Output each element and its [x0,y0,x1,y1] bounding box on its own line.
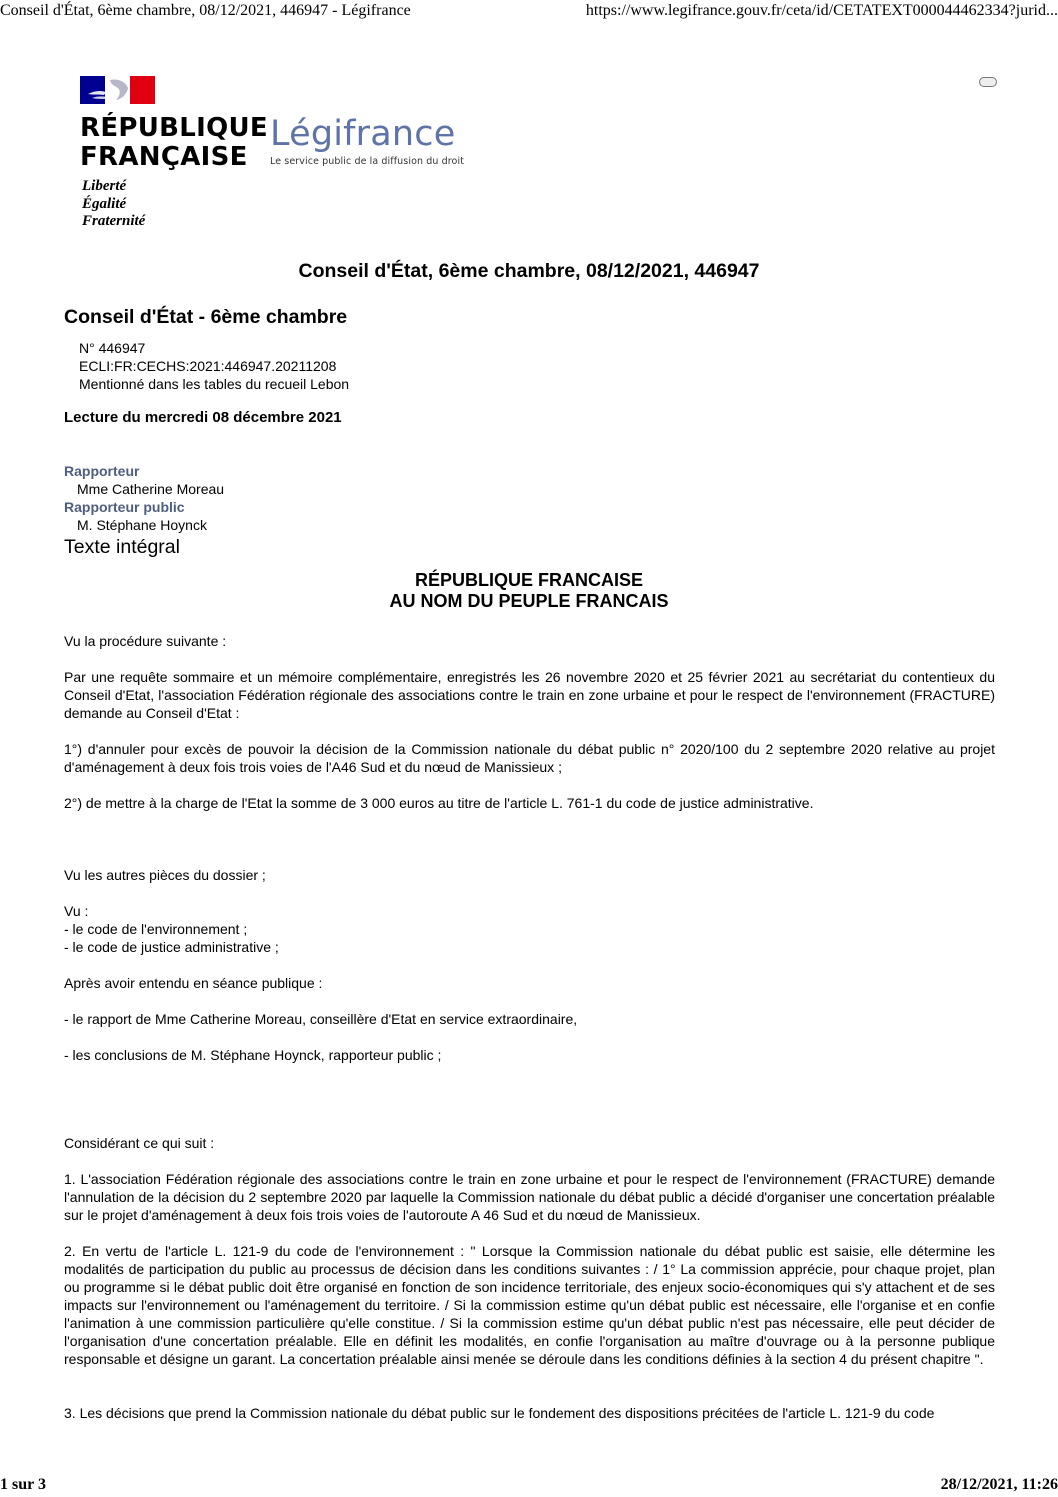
legifrance-wordmark: Légifrance [270,114,456,154]
lecture-date: Lecture du mercredi 08 décembre 2021 [64,409,342,426]
marianne-flag-icon [80,76,155,104]
paragraph: 2. En vertu de l'article L. 121-9 du code de l'environnement : " Lorsque la Commission nationale du débat public est saisie, elle détermine les modalités de participation du public au processus de décision dans les conditions suivantes : / 1° La commission apprécie, pour chaque projet, plan ou programme si le débat public doit être organisé en fonction de son incidence territoriale, des enjeux socio-économiques qui s'y attachent et de ses impacts sur l'environnement ou l'aménagement du territoire. / Si la commission estime qu'un débat public est nécessaire, elle l'organise et en confie l'animation à une commission particulière qu'elle constitue. / Si la commission estime qu'un débat public n'est pas nécessaire, elle peut décider de l'organisation d'une concertation préalable. Elle en définit les modalités, en confie l'organisation au maître d'ouvrage ou à la personne publique responsable et désigne un garant. La concertation préalable ainsi menée se déroule dans les conditions définies à la section 4 du présent chapitre ". [64,1243,995,1367]
print-footer-timestamp: 28/12/2021, 11:26 [940,1476,1058,1493]
paragraph: 3. Les décisions que prend la Commission nationale du débat public sur le fondement des dispositions précitées de l'article L. 121-9 du code [64,1405,935,1421]
paragraph: - le rapport de Mme Catherine Moreau, conseillère d'Etat en service extraordinaire, [64,1011,578,1027]
toggle-control[interactable] [979,77,997,87]
motto: Liberté Égalité Fraternité [82,178,146,229]
rapporteur-name: Mme Catherine Moreau [77,481,225,497]
decision-number: N° 446947 [79,340,146,356]
paragraph: Vu les autres pièces du dossier ; [64,867,266,883]
rapporteur-label: Rapporteur [64,463,140,479]
texte-integral-heading: Texte intégral [64,536,180,558]
paragraph: Par une requête sommaire et un mémoire complémentaire, enregistrés les 26 novembre 2020 et 25 février 2021 au secrétariat du contentieux du Conseil d'Etat, l'association Fédération régionale des associations contre le train en zone urbaine et pour le respect de l'environnement (FRACTURE) demande au Conseil d'Etat : [64,669,995,721]
jurisdiction-heading: Conseil d'État - 6ème chambre [64,306,348,328]
paragraph: - les conclusions de M. Stéphane Hoynck, rapporteur public ; [64,1047,442,1063]
rapporteurs [64,462,224,534]
legifrance-brand [270,114,464,167]
paragraph: 1°) d'annuler pour excès de pouvoir la décision de la Commission nationale du débat public n° 2020/100 du 2 septembre 2020 relative au projet d'aménagement à deux fois trois voies de l'A46 Sud et du nœud de Manissieux ; [64,741,995,775]
republique-heading: RÉPUBLIQUE FRANCAISE AU NOM DU PEUPLE FRANCAIS [389,570,669,611]
decision-references [79,339,349,393]
paragraph: Considérant ce qui suit : [64,1135,215,1151]
paragraph: Après avoir entendu en séance publique : [64,975,323,991]
rapporteur-public-label: Rapporteur public [64,499,185,515]
lebon-mention: Mentionné dans les tables du recueil Lebon [79,376,350,392]
paragraph: Vu : - le code de l'environnement ; - le code de justice administrative ; [64,903,279,955]
ecli-identifier: ECLI:FR:CECHS:2021:446947.20211208 [79,358,337,374]
page-title: Conseil d'État, 6ème chambre, 08/12/2021, 446947 [298,260,760,282]
rapporteur-public-name: M. Stéphane Hoynck [77,517,207,533]
paragraph: 1. L'association Fédération régionale des associations contre le train en zone urbaine et pour le respect de l'environnement (FRACTURE) demande l'annulation de la décision du 2 septembre 2020 par laquelle la Commission nationale du débat public a décidé d'organiser une concertation préalable sur le projet d'aménagement à deux fois trois voies de l'autoroute A 46 Sud et du nœud de Manissieux. [64,1171,995,1223]
legifrance-tagline: Le service public de la diffusion du droit [270,156,465,167]
legifrance-logo[interactable] [80,76,500,236]
print-header-url: https://www.legifrance.gouv.fr/ceta/id/CETATEXT000044462334?jurid... [585,2,1058,19]
print-header-title: Conseil d'État, 6ème chambre, 08/12/2021, 446947 - Légifrance [0,2,411,19]
republique-francaise-wordmark: RÉPUBLIQUE FRANÇAISE [80,113,268,172]
paragraph: 2°) de mettre à la charge de l'Etat la somme de 3 000 euros au titre de l'article L. 761-1 du code de justice administrative. [64,795,814,811]
print-footer-page: 1 sur 3 [0,1476,46,1493]
paragraph: Vu la procédure suivante : [64,633,227,649]
